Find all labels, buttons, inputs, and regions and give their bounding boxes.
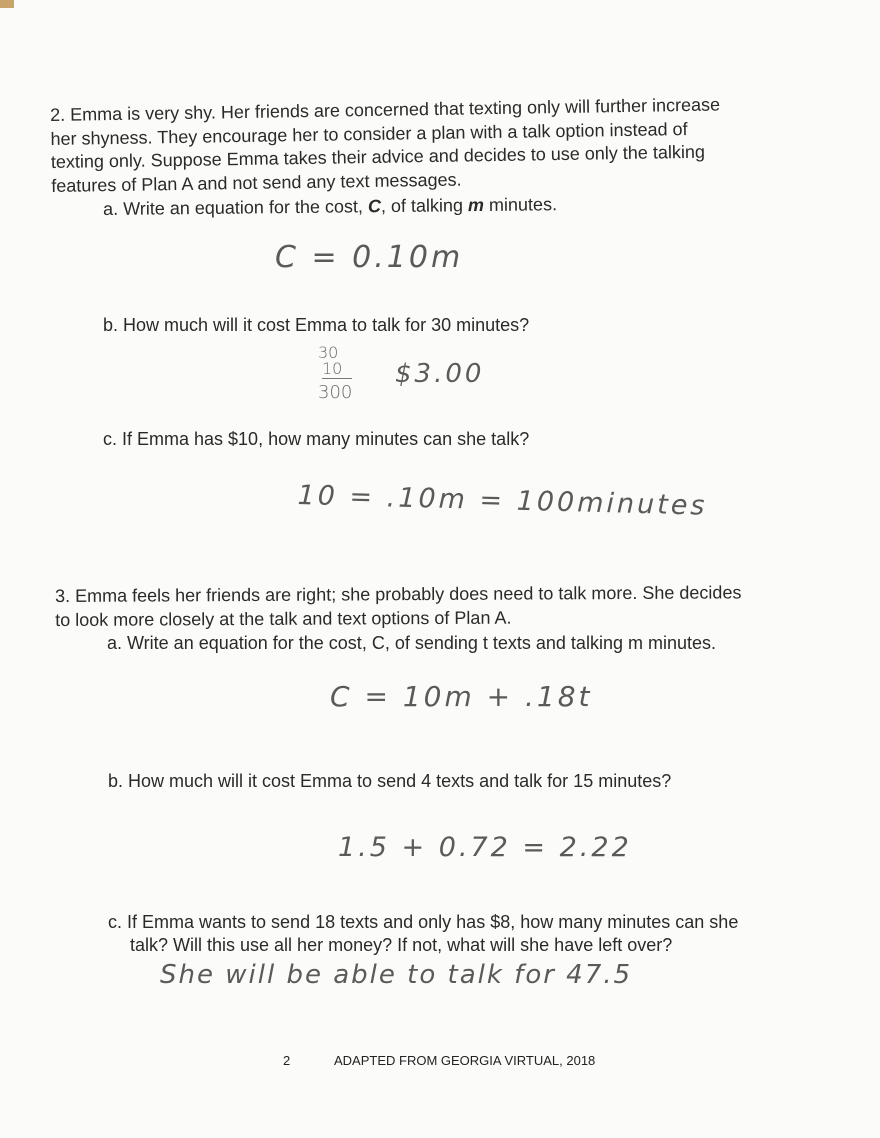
q3a-handwritten-answer: C = 10m + .18t <box>330 680 593 713</box>
q2a-handwritten-answer: C = 0.10m <box>275 240 464 275</box>
q3c-handwritten-answer: She will be able to talk for 47.5 <box>160 960 633 990</box>
q2-intro-line-3: texting only. Suppose Emma takes their advice and decides to use only the talking <box>50 141 706 172</box>
question-3-intro <box>55 581 835 632</box>
q2-intro-line-2: her shyness. They encourage her to consider a plan with a talk option instead of <box>50 118 688 149</box>
q2b-question: b. How much will it cost Emma to talk for 30 minutes? <box>103 315 530 335</box>
q3-intro-line-1: 3. Emma feels her friends are right; she probably does need to talk more. She decides <box>55 582 742 606</box>
q2a-text-pre: a. Write an equation for the cost, <box>103 196 369 219</box>
q3b-question: b. How much will it cost Emma to send 4 texts and talk for 15 minutes? <box>108 771 672 791</box>
footer-source: ADAPTED FROM GEORGIA VIRTUAL, 2018 <box>334 1053 596 1068</box>
q3c-question-line-2: talk? Will this use all her money? If not, what will she have left over? <box>130 935 673 955</box>
q2a-var-m: m <box>467 195 485 216</box>
q3b-handwritten-answer: 1.5 + 0.72 = 2.22 <box>338 832 632 863</box>
q2-intro-line-1: 2. Emma is very shy. Her friends are concerned that texting only will further increase <box>50 94 721 125</box>
q2c-question: c. If Emma has $10, how many minutes can she talk? <box>103 429 530 449</box>
page-number: 2 <box>283 1053 291 1068</box>
q2b-work-mult: 10 <box>322 359 352 379</box>
q2-intro-line-4: features of Plan A and not send any text messages. <box>51 169 462 196</box>
q2b-handwritten-answer: $3.00 <box>395 359 485 389</box>
q3-intro-line-2: to look more closely at the talk and text options of Plan A. <box>55 607 512 630</box>
q2a-text-post: minutes. <box>483 194 558 216</box>
q2a-question <box>103 193 557 221</box>
q3a-question: a. Write an equation for the cost, C, of sending t texts and talking m minutes. <box>107 633 716 653</box>
q2a-var-c: C <box>367 196 382 217</box>
question-2-intro <box>50 92 811 198</box>
q2c-handwritten-answer: 10 = .10m = 100minutes <box>297 480 708 522</box>
q3c-question <box>108 911 738 957</box>
q2b-work-top: 30 <box>318 343 339 362</box>
q2b-work-result: 300 <box>318 382 353 403</box>
q3c-question-line-1: c. If Emma wants to send 18 texts and only has $8, how many minutes can she <box>108 912 739 932</box>
scan-corner-mark <box>0 0 14 8</box>
q2a-text-mid: , of talking <box>380 195 469 217</box>
